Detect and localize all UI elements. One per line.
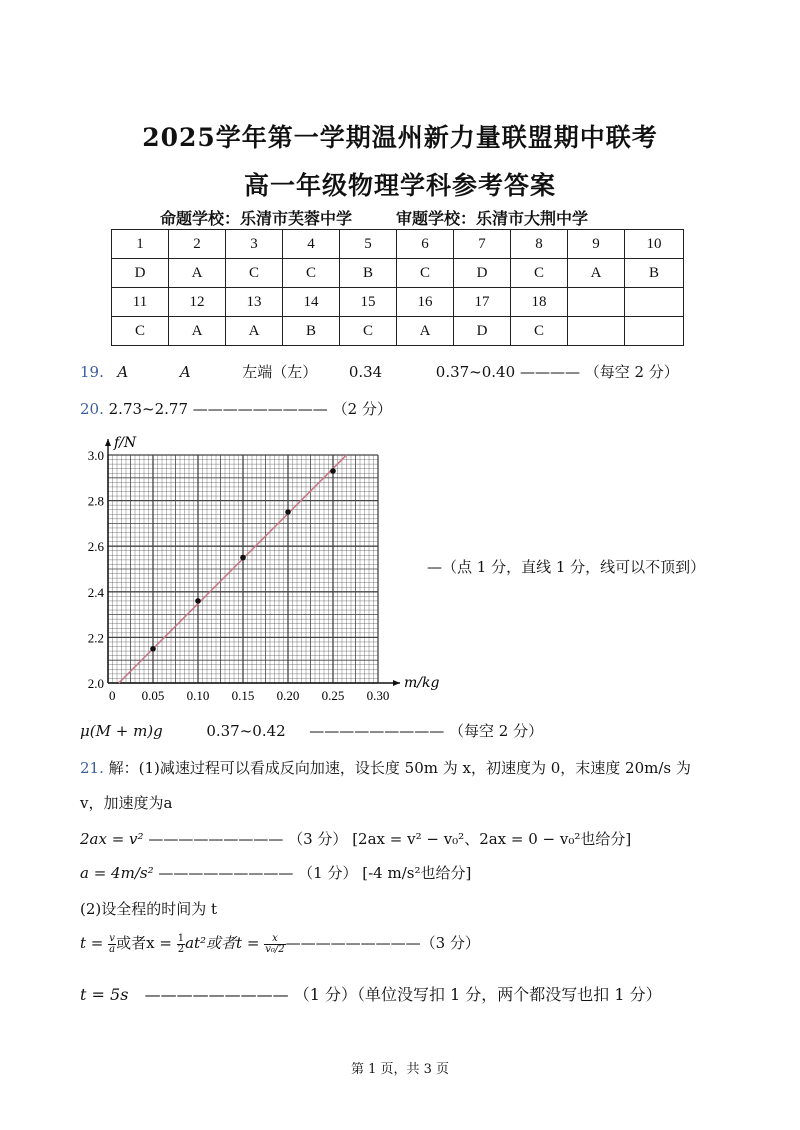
q20-formula: μ(M + m)g: [80, 722, 163, 740]
table-cell: 18: [511, 288, 568, 317]
y-tick-label: 2.0: [87, 676, 104, 691]
q21-eq4: t = 5s: [80, 985, 129, 1004]
q21-eq1-line: [80, 828, 631, 849]
table-cell: A: [169, 259, 226, 288]
q21-intro2: v，加速度为a: [80, 794, 173, 812]
q21-eq3-c: at²或者t =: [185, 934, 265, 952]
q19-line: [80, 361, 679, 382]
table-cell: C: [340, 317, 397, 346]
reviewer-school: 审题学校：乐清市大荆中学: [396, 209, 589, 228]
q21-eq4-score: （1 分）（单位没写扣 1 分，两个都没写也扣 1 分）: [293, 985, 662, 1004]
q19-answer-3: 左端（左）: [242, 363, 318, 381]
table-cell: 15: [340, 288, 397, 317]
table-cell: 3: [226, 230, 283, 259]
q21-eq3-dashes: —————————: [285, 934, 421, 952]
x-tick-label: 0.05: [141, 688, 165, 703]
fraction-v-over-a: $\frac{v}{a}$: [109, 932, 116, 955]
table-cell: 13: [226, 288, 283, 317]
table-cell: A: [169, 317, 226, 346]
q21-eq4-line: [80, 982, 662, 1005]
q20-number: 20.: [80, 400, 104, 418]
table-row: [112, 317, 684, 346]
exam-subtitle: 高一年级物理学科参考答案: [243, 171, 556, 200]
table-cell: C: [397, 259, 454, 288]
table-row: [112, 230, 684, 259]
table-cell: C: [283, 259, 340, 288]
x-tick-label: 0: [109, 688, 116, 703]
q21-eq2: a = 4m/s²: [80, 864, 154, 882]
exam-title: 2025学年第一学期温州新力量联盟期中联考: [142, 123, 658, 152]
table-cell: B: [340, 259, 397, 288]
table-cell: A: [568, 259, 625, 288]
x-axis-label: m/kg: [404, 675, 440, 691]
q21-eq1: 2ax = v²: [80, 830, 144, 848]
table-row: [112, 288, 684, 317]
data-point: [150, 646, 156, 652]
table-cell: 1: [112, 230, 169, 259]
y-tick-label: 3.0: [87, 448, 104, 463]
table-cell: D: [454, 317, 511, 346]
fraction-x-over-v0-half: $\frac{x}{\text{v₀/2}}$: [265, 932, 285, 955]
data-point: [195, 598, 201, 604]
table-cell: A: [226, 317, 283, 346]
table-cell: [568, 288, 625, 317]
q20-formula-line: [80, 720, 543, 741]
q21-eq3-b: 或者x =: [116, 934, 177, 952]
q20-score-2: （每空 2 分）: [449, 722, 544, 740]
graph-grid: [108, 455, 378, 683]
q20-graph-note: —（点 1 分，直线 1 分，线可以不顶到）: [427, 558, 706, 576]
q19-dashes: ————: [519, 363, 580, 381]
table-cell: 7: [454, 230, 511, 259]
setter-school: 命题学校：乐清市芙蓉中学: [160, 209, 353, 228]
y-axis-arrow: [105, 439, 111, 446]
data-point: [285, 509, 291, 515]
table-cell: 6: [397, 230, 454, 259]
table-cell: [568, 317, 625, 346]
table-cell: 9: [568, 230, 625, 259]
table-cell: 16: [397, 288, 454, 317]
y-axis-label: f/N: [114, 435, 137, 451]
q21-part2: (2)设全程的时间为 t: [80, 900, 218, 918]
fraction-one-half: $\frac{1}{2}$: [177, 932, 185, 955]
answer-table: [111, 229, 684, 346]
table-cell: C: [112, 317, 169, 346]
q20-score: （2 分）: [332, 400, 392, 418]
q20-line: [80, 398, 392, 419]
q19-answer-2: A: [179, 363, 191, 381]
table-cell: 8: [511, 230, 568, 259]
table-cell: 11: [112, 288, 169, 317]
y-tick-label: 2.2: [87, 630, 104, 646]
q21-intro: 解：(1)减速过程可以看成反向加速，设长度 50m 为 x，初速度为 0，末速度 20m/s 为: [108, 759, 691, 777]
x-tick-label: 0.20: [276, 688, 300, 703]
q19-answer-4: 0.34: [348, 363, 383, 381]
q21-number: 21.: [80, 759, 104, 777]
table-cell: 5: [340, 230, 397, 259]
q19-answer-5: 0.37~0.40: [435, 363, 516, 381]
x-tick-label: 0.10: [186, 688, 210, 703]
table-cell: B: [283, 317, 340, 346]
y-tick-label: 2.6: [87, 539, 104, 555]
table-cell: 17: [454, 288, 511, 317]
x-tick-label: 0.15: [231, 688, 255, 703]
q21-eq2-score: （1 分）: [298, 864, 358, 882]
q21-eq3-a: t =: [80, 934, 109, 952]
table-cell: 10: [625, 230, 684, 259]
q21-eq1-score: （3 分）: [288, 830, 348, 848]
q21-eq1-alt: [2ax = v² − v₀²、2ax = 0 − v₀²也给分]: [352, 830, 632, 848]
q21-intro-line: [80, 757, 691, 778]
f-m-graph: [70, 430, 440, 705]
table-cell: [625, 317, 684, 346]
data-point: [330, 468, 336, 474]
q21-eq3-line: [80, 932, 480, 955]
q20-dashes: —————————: [192, 400, 328, 418]
table-cell: 4: [283, 230, 340, 259]
q19-answer-1: A: [117, 363, 129, 381]
q21-eq2-line: [80, 862, 471, 883]
table-cell: 2: [169, 230, 226, 259]
table-cell: C: [511, 259, 568, 288]
q21-eq1-dashes: —————————: [148, 830, 284, 848]
table-cell: B: [625, 259, 684, 288]
table-cell: [625, 288, 684, 317]
x-tick-label: 0.30: [366, 688, 390, 703]
q20-dashes-2: —————————: [309, 722, 445, 740]
q20-answer: 2.73~2.77: [108, 400, 189, 418]
table-cell: 14: [283, 288, 340, 317]
table-cell: D: [112, 259, 169, 288]
x-axis-arrow: [393, 680, 400, 686]
table-cell: C: [226, 259, 283, 288]
schools-line: [160, 206, 588, 229]
table-cell: A: [397, 317, 454, 346]
q20-range: 0.37~0.42: [206, 722, 286, 740]
table-row: [112, 259, 684, 288]
y-tick-label: 2.4: [87, 584, 104, 600]
table-cell: 12: [169, 288, 226, 317]
page-footer: 第 1 页，共 3 页: [350, 1062, 450, 1077]
x-tick-label: 0.25: [321, 688, 345, 703]
q19-number: 19.: [80, 363, 104, 381]
y-tick-label: 2.8: [87, 493, 104, 509]
q21-eq3-score: （3 分）: [420, 934, 480, 952]
q19-score: （每空 2 分）: [584, 363, 679, 381]
data-point: [240, 555, 246, 561]
table-cell: D: [454, 259, 511, 288]
table-cell: C: [511, 317, 568, 346]
q21-eq2-alt: [-4 m/s²也给分]: [362, 864, 472, 882]
q21-eq4-dashes: —————————: [144, 985, 289, 1004]
q21-eq2-dashes: —————————: [158, 864, 294, 882]
